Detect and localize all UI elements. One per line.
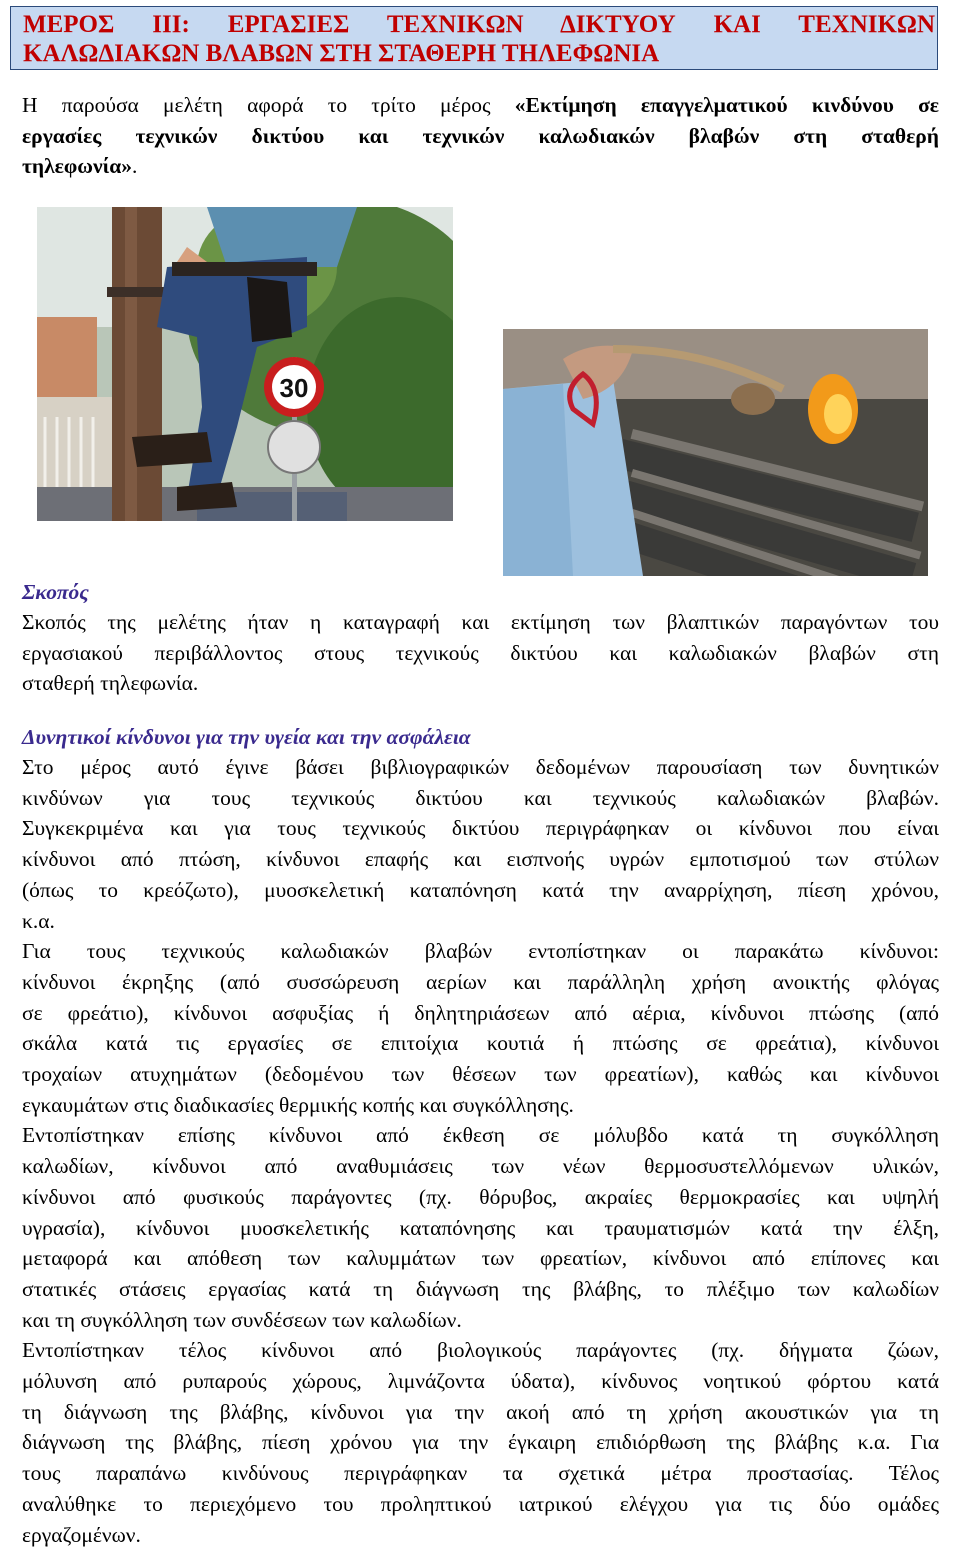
hazards-line: εγκαυμάτων στις διαδικασίες θερμικής κοπής και συγκόλλησης.	[22, 1092, 574, 1117]
hazards-line: κίνδυνοι από πτώση, κίνδυνοι επαφής και εισπνοής υγρών εμποτισμού των στύλων	[22, 847, 939, 872]
hazards-line: Συγκεκριμένα και για τους τεχνικούς δικτύου περιγράφηκαν οι κίνδυνοι που είναι	[22, 816, 939, 841]
hazards-line: κ.α.	[22, 908, 55, 933]
speed-limit-sign: 30	[279, 373, 309, 403]
hazards-line: τους παραπάνω κινδύνους περιγράφηκαν τα σχετικά μέτρα προστασίας. Τέλος	[22, 1461, 939, 1486]
hazards-line: Εντοπίστηκαν επίσης κίνδυνοι από έκθεση σε μόλυβδο κατά τη συγκόλληση	[22, 1123, 939, 1148]
study-title-part-3: τηλεφωνία»	[22, 154, 133, 179]
hazards-section	[22, 722, 939, 1550]
scope-line-1: Σκοπός της μελέτης ήταν η καταγραφή και εκτίμηση των βλαπτικών παραγόντων του	[22, 610, 939, 634]
intro-line-2	[22, 121, 939, 152]
hazards-line: Εντοπίστηκαν τέλος κίνδυνοι από βιολογικούς παράγοντες (πχ. δήγματα ζώων,	[22, 1338, 939, 1363]
intro-prefix: Η παρούσα μελέτη αφορά το τρίτο μέρος	[22, 93, 515, 117]
study-title-part-2: εργασίες τεχνικών δικτύου και τεχνικών καλωδιακών βλαβών στη σταθερή	[22, 123, 939, 148]
hazards-line: κινδύνων για τους τεχνικούς δικτύου και τεχνικούς καλωδιακών βλαβών.	[22, 785, 939, 810]
hazards-line: σκάλα κατά τις εργασίες σε επιτοίχια κουτιά ή πτώσης σε φρεάτια), κίνδυνοι	[22, 1031, 939, 1056]
hazards-line: διάγνωση της βλάβης, πίεση χρόνου για την έγκαιρη επιδιόρθωση της βλάβης κ.α. Για	[22, 1430, 939, 1455]
intro-paragraph	[22, 90, 939, 182]
hazards-line: τη διάγνωση της βλάβης, κίνδυνοι για την ακοή από τη χρήση ακουστικών για τη	[22, 1399, 939, 1424]
hazards-line: στατικές στάσεις εργασίας κατά τη διάγνωση της βλάβης, το πλέξιμο των καλωδίων	[22, 1276, 939, 1301]
hazards-heading: Δυνητικοί κίνδυνοι για την υγεία και την ασφάλεια	[22, 725, 471, 749]
pole-climbing-illustration	[37, 207, 453, 521]
scope-line-3: σταθερή τηλεφωνία.	[22, 671, 199, 696]
section-title-banner	[10, 6, 938, 70]
hazards-line: καλωδίων, κίνδυνοι από αναθυμιάσεις των νέων θερμοσυστελλόμενων υλικών,	[22, 1154, 939, 1179]
hazards-line: Για τους τεχνικούς καλωδιακών βλαβών εντοπίστηκαν οι παρακάτω κίνδυνοι:	[22, 939, 939, 964]
section-title-line-2: ΚΑΛΩΔΙΑΚΩΝ ΒΛΑΒΩΝ ΣΤΗ ΣΤΑΘΕΡΗ ΤΗΛΕΦΩΝΙΑ	[23, 40, 660, 67]
cable-welding-illustration	[503, 329, 928, 576]
hazards-line: μόλυνση από ρυπαρούς χώρους, λιμνάζοντα ύδατα), κίνδυνος νοητικού φόρτου κατά	[22, 1369, 939, 1394]
scope-line-2: εργασιακού περιβάλλοντος στους τεχνικούς δικτύου και καλωδιακών βλαβών στη	[22, 640, 939, 665]
intro-suffix: .	[132, 154, 138, 179]
study-title-part-1: «Εκτίμηση επαγγελματικού κινδύνου σε	[514, 93, 939, 117]
scope-section	[22, 577, 939, 699]
hazards-line: κίνδυνοι έκρηξης (από συσσώρευση αερίων και παράλληλη χρήση ανοικτής φλόγας	[22, 969, 939, 994]
hazards-line: (όπως το κρεόζωτο), μυοσκελετική καταπόνηση κατά την αναρρίχηση, πίεση χρόνου,	[22, 877, 939, 902]
hazards-line: και τη συγκόλληση των συνδέσεων των καλωδίων.	[22, 1307, 462, 1332]
intro-line-3	[22, 151, 939, 182]
hazards-line: κίνδυνοι από φυσικούς παράγοντες (πχ. θόρυβος, ακραίες θερμοκρασίες και υψηλή	[22, 1184, 939, 1209]
scope-heading: Σκοπός	[22, 580, 89, 604]
hazards-line: μεταφορά και απόθεση των καλυμμάτων των φρεατίων, κίνδυνοι από επίπονες και	[22, 1246, 939, 1271]
intro-line-1	[22, 90, 939, 121]
hazards-line: τροχαίων ατυχημάτων (δεδομένου των θέσεων των φρεατίων), καθώς και κίνδυνοι	[22, 1062, 939, 1087]
hazards-line: Στο μέρος αυτό έγινε βάσει βιβλιογραφικών δεδομένων παρουσίαση των δυνητικών	[22, 755, 939, 779]
pole-climbing-photo	[37, 207, 453, 521]
hazards-line: υγρασία), κίνδυνοι μυοσκελετικής καταπόνησης και τραυματισμών κατά την έλξη,	[22, 1215, 939, 1240]
section-title-line-1: ΜΕΡΟΣ ΙΙΙ: ΕΡΓΑΣΙΕΣ ΤΕΧΝΙΚΩΝ ΔΙΚΤΥΟΥ ΚΑΙ ΤΕΧΝΙΚΩΝ	[23, 11, 935, 38]
hazards-line: εργαζομένων.	[22, 1522, 141, 1547]
hazards-line: σε φρεάτιο), κίνδυνοι ασφυξίας ή δηλητηριάσεων από αέρια, κίνδυνοι πτώσης (από	[22, 1000, 939, 1025]
hazards-line: αναλύθηκε το περιεχόμενο του προληπτικού ιατρικού ελέγχου για τις δύο ομάδες	[22, 1491, 939, 1516]
cable-welding-photo	[503, 329, 928, 576]
